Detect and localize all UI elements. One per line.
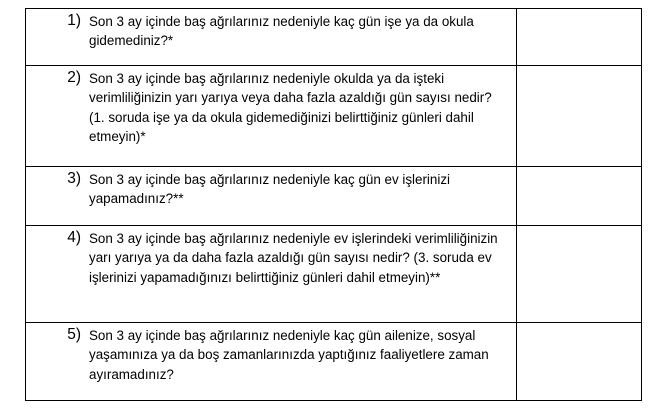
question-cell [26,9,517,66]
question-row [26,9,642,66]
questionnaire-table [25,8,642,401]
question-row [26,226,642,323]
answer-cell-5[interactable] [517,323,642,401]
question-1 [26,9,516,51]
answer-cell-2[interactable] [517,66,642,167]
question-row [26,323,642,401]
question-number: 3) [67,170,81,187]
question-text: Son 3 ay içinde baş ağrılarınız nedeniyle okulda ya da işteki verimliliğinizin yarı yarıya veya daha fazla azaldığı gün sayısı nedir? (1. soruda işe ya da okula gidemediğinizi belirttiğiniz günleri dahil etmeyin)* [89,71,492,145]
question-2 [26,66,516,147]
question-cell [26,323,517,401]
question-cell [26,66,517,167]
question-4 [26,226,516,287]
question-cell [26,167,517,226]
answer-cell-3[interactable] [517,167,642,226]
question-number: 4) [67,229,81,246]
question-text: Son 3 ay içinde baş ağrılarınız nedeniyle kaç gün ailenize, sosyal yaşamınıza ya da boş zamanlarınızda yaptığınız faaliyetlere zaman ayıramadınız? [89,328,489,382]
question-text: Son 3 ay içinde baş ağrılarınız nedeniyle kaç gün işe ya da okula gidemediniz?* [89,14,474,49]
question-3 [26,167,516,209]
question-row [26,167,642,226]
question-5 [26,323,516,384]
question-number: 5) [67,326,81,343]
question-number: 1) [67,12,81,29]
answer-cell-1[interactable] [517,9,642,66]
question-row [26,66,642,167]
question-text: Son 3 ay içinde baş ağrılarınız nedeniyle kaç gün ev işlerinizi yapamadınız?** [89,172,451,207]
question-cell [26,226,517,323]
question-text: Son 3 ay içinde baş ağrılarınız nedeniyle ev işlerindeki verimliliğinizin yarı yarıya ya da daha fazla azaldığı gün sayısı nedir? (3. soruda ev işlerinizi yapamadığınızı belirttiğiniz günleri dahil etmeyin)** [89,231,498,285]
answer-cell-4[interactable] [517,226,642,323]
question-number: 2) [67,69,81,86]
